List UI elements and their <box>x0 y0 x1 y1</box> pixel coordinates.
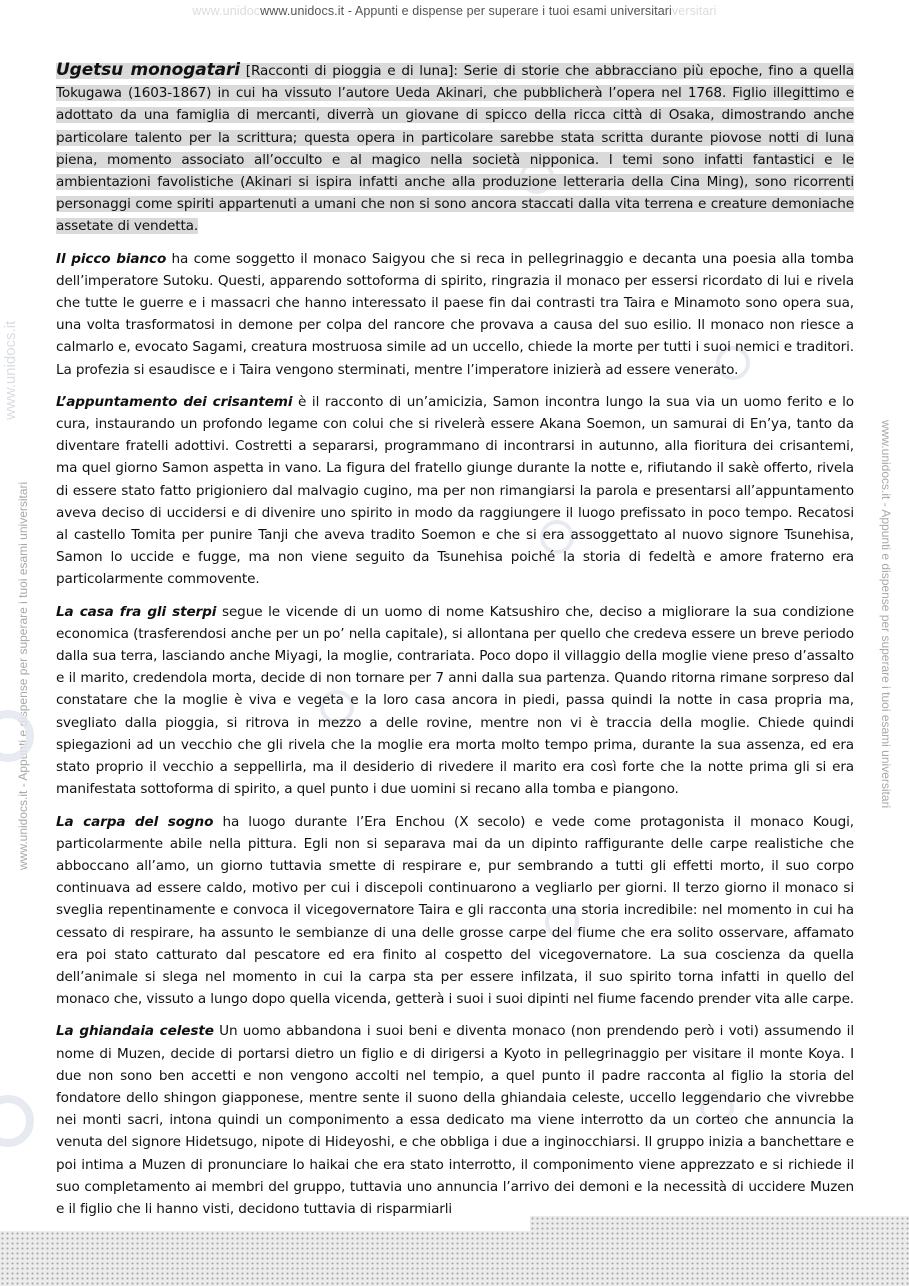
paragraph-text: [Racconti di pioggia e di luna]: Serie di storie che abbracciano più epoche, fino a quella Tokugawa (1603-1867) in cui ha vissuto l’autore Ueda Akinari, che pubblicherà l’opera nel 1768. Figlio illegittimo e adottato da una famiglia di mercanti, diverrà un giovane di spicco della ricca città di Osaka, dimostrando anche particolare talento per la scrittura; questa opera in particolare sarebbe stata scritta durante piovose notti di luna piena, momento associato all’occulto e al magico nella società nipponica. I temi sono infatti fantastici e le ambientazioni favolistiche (Akinari si ispira infatti anche alla produzione letteraria della Cina Ming), sono ricorrenti personaggi come spiriti appartenuti a umani che non si sono ancora staccati dalla vita terrena e creature demoniache assetate di vendetta. <box>56 63 855 235</box>
watermark-left: www.unidocs.it - Appunti e dispense per superare i tuoi esami universitari <box>16 481 30 870</box>
work-title: Ugetsu monogatari <box>56 60 240 80</box>
watermark-faint-left: www.unidocs.it <box>2 320 19 420</box>
blurred-preview-overlay <box>0 1231 909 1286</box>
paragraph-text: segue le vicende di un uomo di nome Katsushiro che, deciso a migliorare la sua condizione economica (trasferendosi anche per un po’ nella capitale), si allontana per quello che credeva essere un breve periodo dalla sua terra, lasciando anche Miyagi, la moglie, contrariata. Poco dopo il villaggio della moglie viene preso d’assalto e il marito, credendola morta, decide di non tornare per 7 anni dalla sua partenza. Quando ritorna rimane sorpreso dal constatare che la moglie è viva e vegeta e la loro casa ancora in piedi, passa quindi la notte in casa propria ma, svegliato dalla pioggia, si ritrova in mezzo a delle rovine, mentre non vi è traccia della moglie. Chiede quindi spiegazioni ad un vecchio che gli rivela che la moglie era morta molto tempo prima, durante la sua assenza, ed era stato proprio il vecchio a seppellirla, ma il desiderio di rivedere il marito era così forte che la notte prima gli si era manifestata sottoforma di spirito, a quel punto i due uomini si recano alla tomba e piangono. <box>56 603 854 798</box>
highlighted-intro <box>56 60 855 235</box>
header-ghost-left: www.unidoc <box>192 4 261 18</box>
story-title: La carpa del sogno <box>56 813 214 830</box>
page-header-watermark <box>0 4 909 18</box>
paragraph-story <box>56 811 854 1011</box>
story-title: La ghiandaia celeste <box>56 1023 214 1040</box>
unidocs-logo-icon <box>0 1095 34 1147</box>
story-title: Il picco bianco <box>56 250 167 267</box>
blurred-preview-overlay <box>530 1216 909 1232</box>
paragraph-text: ha come soggetto il monaco Saigyou che si reca in pellegrinaggio e decanta una poesia alla tomba dell’imperatore Sutoku. Questi, apparendo sottoforma di spirito, ringrazia il monaco per essersi ricordato di lui e rivela che tutte le guerre e i massacri che hanno interessato il paese fin dai contrasti tra Taira e Minamoto sono opera sua, una volta trasformatosi in demone per colpa del rancore che provava a causa del suo esilio. Il monaco non riesce a calmarlo e, evocato Sagami, creatura mostruosa simile ad un uccello, chiede la morte per tutti i suoi nemici e traditori. La profezia si esaudisce e i Taira vengono sterminati, mentre l’imperatore inizierà ad essere venerato. <box>56 250 854 378</box>
paragraph-story <box>56 1020 854 1220</box>
document-body <box>56 59 854 1230</box>
watermark-right: www.unidocs.it - Appunti e dispense per superare i tuoi esami universitari <box>879 420 893 809</box>
story-title: La casa fra gli sterpi <box>56 603 217 620</box>
paragraph-text: è il racconto di un’amicizia, Samon incontra lungo la sua via un uomo ferito e lo cura, instaurando un profondo legame con colui che si rivelerà essere Akana Soemon, un samurai di En’ya, tanto da diventare fratelli adottivi. Costretti a separarsi, programmano di incontrarsi in autunno, alla fioritura dei crisantemi, ma quel giorno Samon aspetta in vano. La figura del fratello giunge durante la notte e, rifiutando il sakè offerto, rivela di essere stato fatto prigioniero dal malvagio cugino, ma per non rimangiarsi la parola e presentarsi all’appuntamento aveva deciso di uccidersi e di divenire uno spirito in modo da raggiungere il luogo prefissato in poco tempo. Recatosi al castello Tomita per punire Tanji che aveva tradito Soemon e che si era assoggettato al nuovo signore Tsunehisa, Samon lo uccide e fugge, ma non viene seguito da Tsunehisa poiché la storia di fedeltà e amore fraterno era particolarmente commovente. <box>56 393 854 588</box>
paragraph-story <box>56 248 854 381</box>
paragraph-text: Un uomo abbandona i suoi beni e diventa monaco (non prendendo però i voti) assumendo il nome di Muzen, decide di portarsi dietro un figlio e di dirigersi a Kyoto in pellegrinaggio per visitare il monte Koya. I due non sono ben accetti e non vengono accolti nel tempio, a quel punto il padre racconta al figlio la storia del fondatore dello shingon giapponese, mentre sente il suono della ghiandaia celeste, uccello leggendario che vivrebbe nei monti sacri, intona quindi un componimento a essa dedicato ma viene interrotto da un corteo che annuncia la venuta del signore Hidetsugo, nipote di Hideyoshi, e che obbliga i due a inginocchiarsi. Il gruppo inizia a banchettare e poi intima a Muzen di pronunciare lo haikai che era stato interrotto, il componimento viene apprezzato e si richiede il suo completamento ai membri del gruppo, tuttavia uno annuncia l’arrivo dei demoni e la necessità di uccidere Muzen e il figlio che li hanno visti, decidono tuttavia di risparmiarli <box>56 1023 854 1217</box>
paragraph-story <box>56 391 854 591</box>
story-title: L’appuntamento dei crisantemi <box>56 393 293 410</box>
paragraph-intro <box>56 59 854 238</box>
header-ghost-right: versitari <box>671 4 717 18</box>
paragraph-story <box>56 601 854 801</box>
header-text: www.unidocs.it - Appunti e dispense per superare i tuoi esami universitari <box>260 4 672 18</box>
paragraph-text: ha luogo durante l’Era Enchou (X secolo) e vede come protagonista il monaco Kougi, particolarmente abile nella pittura. Egli non si separava mai da un dipinto raffigurante delle carpe realistiche che abboccano all’amo, un giorno tuttavia smette di respirare e, pur sembrando a tutti gli effetti morto, il suo corpo continuava ad essere caldo, motivo per cui i discepoli continuarono a vegliarlo per giorni. Il terzo giorno il monaco si sveglia repentinamente e convoca il vicegovernatore Taira e gli racconta una storia incredibile: nel momento in cui ha cessato di respirare, ha assunto le sembianze di una delle grosse carpe del fiume che era solito osservare, affamato era poi stato catturato dal pescatore ed era finito al cospetto del vicegovernatore. La sua coscienza da quella dell’animale si slega nel momento in cui la carpa sta per essere infilzata, il suo spirito torna infatti in quello del monaco che, vissuto a lungo dopo quella vicenda, getterà i suoi i suoi dipinti nel fiume facendo prender vita alle carpe. <box>56 813 855 1008</box>
